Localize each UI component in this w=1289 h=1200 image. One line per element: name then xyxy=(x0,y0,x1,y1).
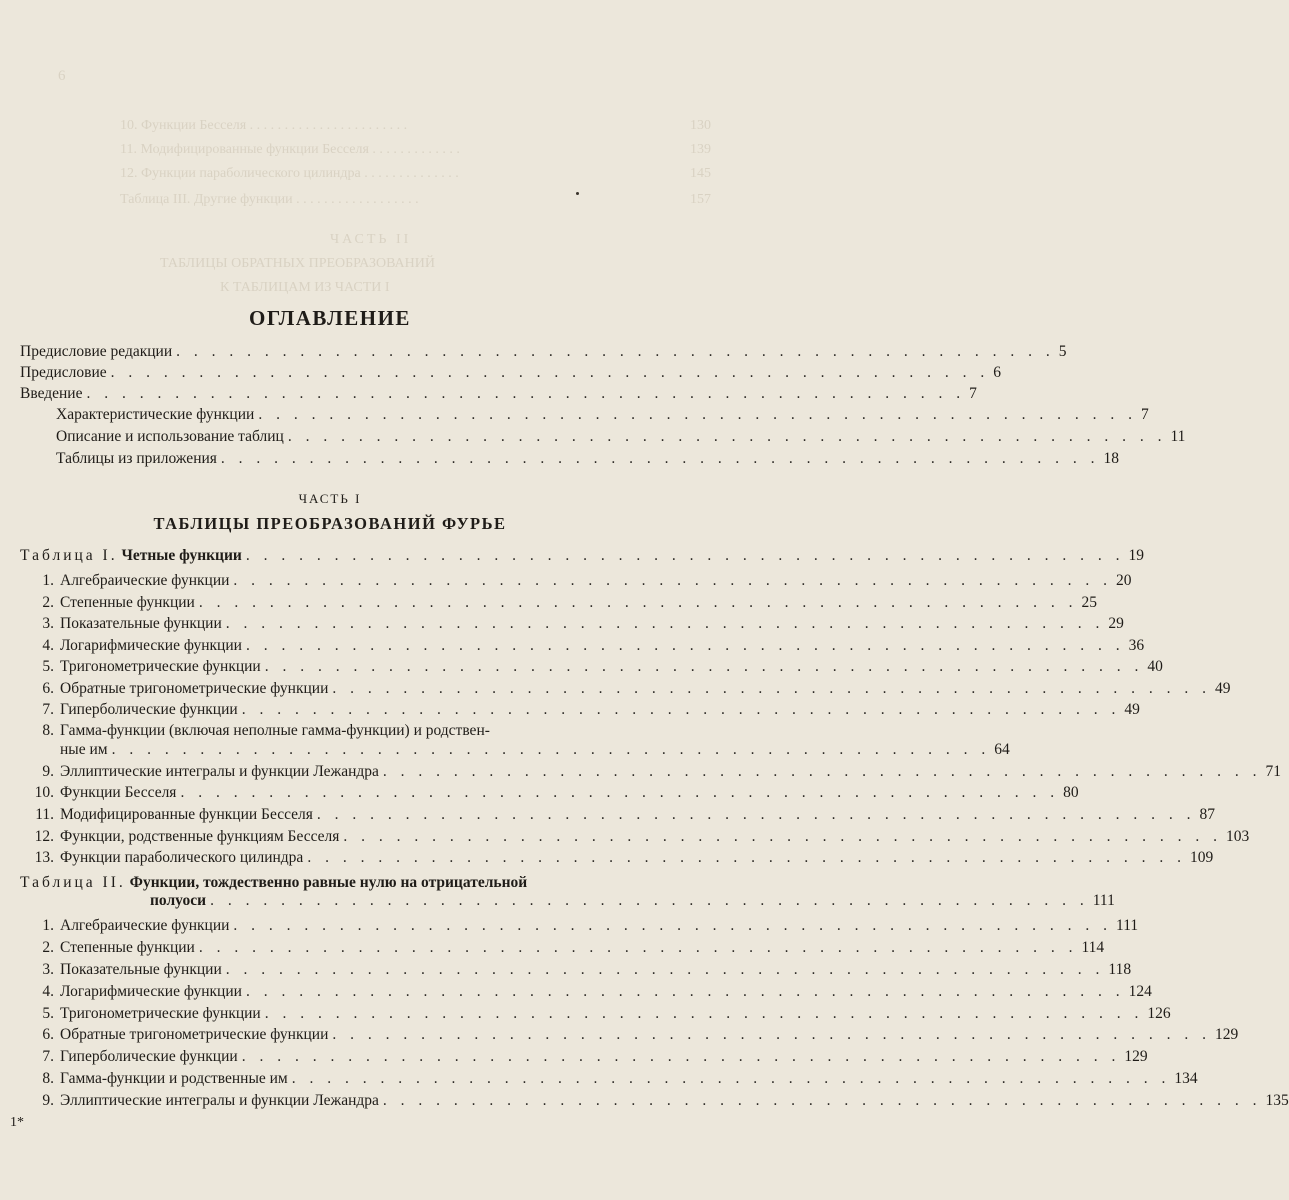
toc-entry-t2-item[interactable] xyxy=(32,1004,1171,1024)
toc-entry-label: Эллиптические интегралы и функции Лежандра xyxy=(60,763,379,780)
toc-entry-page: 80 xyxy=(1063,784,1079,801)
toc-entry-t2-item[interactable] xyxy=(32,1069,1198,1089)
leader-dots: . . . . . . . . . . . . . . . . . . . . . . . . . . . . . . . . . . . . . . . . . . . . . . . . . . xyxy=(225,615,1105,632)
toc-entry-label: Гиперболические функции xyxy=(60,1048,238,1065)
toc-entry-preface-editorial[interactable] xyxy=(20,342,1067,362)
leader-dots: . . . . . . . . . . . . . . . . . . . . . . . . . . . . . . . . . . . . . . . . . . . . . . . . . . xyxy=(198,939,1078,956)
item-number: 1. xyxy=(42,572,54,589)
toc-entry-label: Таблицы из приложения xyxy=(56,450,217,467)
toc-entry-page: 7 xyxy=(1140,406,1149,423)
toc-entry-page: 6 xyxy=(993,364,1002,381)
toc-entry-description-of-tables[interactable] xyxy=(56,427,1186,447)
toc-entry-page: 18 xyxy=(1103,450,1120,467)
toc-entry-page: 40 xyxy=(1147,658,1163,675)
toc-entry-label: Предисловие xyxy=(20,364,107,381)
toc-entry-label: Обратные тригонометрические функции xyxy=(60,1026,329,1043)
item-number: 8. xyxy=(42,1070,54,1087)
bleed-through-text: 6 10. Функции Бесселя . . . . . . . . . . . . . . . . . . . . . . . 11. Модифицированные функции Бесселя . . . . . . . . . . . . . 12. Функции параболического цилиндра . . . . . . . . . . . . . . Таблица III. Другие функции . . . . . . . . . . . . . . . . . . ЧАСТЬ II ТАБЛИЦЫ ОБРАТНЫХ ПРЕОБРАЗОВАНИЙ К ТАБЛИЦАМ ИЗ ЧАСТИ I 130 139 145 157 xyxy=(58,68,711,295)
toc-entry-page: 29 xyxy=(1108,615,1124,632)
toc-entry-label: Тригонометрические функции xyxy=(60,1005,261,1022)
leader-dots: . . . . . . . . . . . . . . . . . . . . . . . . . . . . . . . . . . . . . . . . . . . . . . . . . . xyxy=(332,680,1211,697)
toc-entry-t1-item[interactable] xyxy=(32,848,1214,868)
item-number: 2. xyxy=(42,939,54,956)
toc-entry-page: 71 xyxy=(1265,763,1282,780)
item-number: 6. xyxy=(42,1026,54,1043)
toc-entry-label: Гамма-функции и родственные им xyxy=(60,1070,288,1087)
item-number: 5. xyxy=(42,1005,54,1022)
toc-entry-page: 124 xyxy=(1128,983,1152,1000)
item-number: 3. xyxy=(42,961,54,978)
item-number: 7. xyxy=(42,701,54,718)
toc-entry-page: 20 xyxy=(1116,572,1132,589)
item-number: 13. xyxy=(34,849,54,866)
toc-entry-t1-item[interactable] xyxy=(32,700,1140,720)
leader-dots: . . . . . . . . . . . . . . . . . . . . . . . . . . . . . . . . . . . . . . . . . . . . . . . . . . xyxy=(287,428,1167,445)
toc-entry-label: Модифицированные функции Бесселя xyxy=(60,806,313,823)
leader-dots: . . . . . . . . . . . . . . . . . . . . . . . . . . . . . . . . . . . . . . . . . . . . . . . . . . xyxy=(220,450,1100,467)
toc-entry-t2-item[interactable] xyxy=(32,1091,1289,1111)
toc-entry-page: 135 xyxy=(1265,1092,1289,1109)
toc-entry-label: Показательные функции xyxy=(60,615,222,632)
leader-dots: . . . . . . . . . . . . . . . . . . . . . . . . . . . . . . . . . . . . . . . . . . . . . . . . . . xyxy=(343,828,1223,845)
toc-entry-page: 36 xyxy=(1128,637,1145,654)
leader-dots: . . . . . . . . . . . . . . . . . . . . . . . . . . . . . . . . . . . . . . . . . . . . . . . . . . xyxy=(245,637,1125,654)
toc-entry-label: ные им xyxy=(60,741,108,758)
leader-dots: . . . . . . . . . . . . . . . . . . . . . . . . . . . . . . . . . . . . . . . . . . . . . . . . . . xyxy=(264,1005,1144,1022)
toc-entry-t1-item[interactable] xyxy=(32,614,1124,634)
leader-dots: . . . . . . . . . . . . . . . . . . . . . . . . . . . . . . . . . . . . . . . . . . . . . . . . . . xyxy=(210,892,1089,909)
toc-entry-page: 11 xyxy=(1170,428,1186,445)
item-number: 12. xyxy=(34,828,54,845)
toc-entry-page: 49 xyxy=(1124,701,1140,718)
table-prefix: Таблица II. xyxy=(20,874,126,891)
toc-entry-preface[interactable] xyxy=(20,363,1002,383)
toc-entry-t2-item[interactable] xyxy=(32,982,1152,1002)
toc-entry-page: 109 xyxy=(1189,849,1214,866)
leader-dots: . . . . . . . . . . . . . . . . . . . . . . . . . . . . . . . . . . . . . . . . . . . . . . . . . . xyxy=(86,385,966,402)
toc-entry-label: Алгебраические функции xyxy=(60,572,230,589)
toc-entry-page: 49 xyxy=(1214,680,1231,697)
toc-entry-table-2-continuation[interactable] xyxy=(150,891,1115,911)
leader-dots: . . . . . . . . . . . . . . . . . . . . . . . . . . . . . . . . . . . . . . . . . . . . . . . . . . xyxy=(245,983,1125,1000)
item-number: 4. xyxy=(42,983,54,1000)
leader-dots: . . . . . . . . . . . . . . . . . . . . . . . . . . . . . . . . . . . . . . . . . . . . . . . . . . xyxy=(241,1048,1121,1065)
toc-entry-t2-item[interactable] xyxy=(32,1047,1148,1067)
toc-entry-t2-item[interactable] xyxy=(32,960,1132,980)
leader-dots: . . . . . . . . . . . . . . . . . . . . . . . . . . . . . . . . . . . . . . . . . . . . . . . . . . xyxy=(233,917,1113,934)
item-number: 9. xyxy=(42,1092,54,1109)
toc-entry-t1-item[interactable] xyxy=(32,679,1231,699)
item-number: 8. xyxy=(42,722,54,739)
toc-entry-label: Обратные тригонометрические функции xyxy=(60,680,329,697)
toc-entry-page: 7 xyxy=(969,385,977,402)
toc-entry-page: 87 xyxy=(1199,806,1216,823)
toc-entry-label: Характеристические функции xyxy=(56,406,255,423)
leader-dots: . . . . . . . . . . . . . . . . . . . . . . . . . . . . . . . . . . . . . . . . . . . . . . . . . . xyxy=(241,701,1121,718)
leader-dots: . . . . . . . . . . . . . . . . . . . . . . . . . . . . . . . . . . . . . . . . . . . . . . . . . . xyxy=(332,1026,1211,1043)
toc-entry-table-2[interactable] xyxy=(20,873,527,893)
part-label: ЧАСТЬ I xyxy=(298,491,362,506)
toc-entry-label: Функции, родственные функциям Бесселя xyxy=(60,828,340,845)
table-title: Функции, тождественно равные нулю на отрицательной xyxy=(129,874,528,891)
leader-dots: . . . . . . . . . . . . . . . . . . . . . . . . . . . . . . . . . . . . . . . . . . . . . . . . . . xyxy=(382,763,1262,780)
toc-entry-introduction[interactable] xyxy=(20,384,977,404)
toc-entry-page: 126 xyxy=(1147,1005,1171,1022)
toc-entry-t2-item[interactable] xyxy=(32,916,1139,936)
toc-entry-page: 19 xyxy=(1128,547,1144,564)
toc-entry-page: 118 xyxy=(1108,961,1132,978)
toc-entry-page: 5 xyxy=(1058,343,1067,360)
toc-entry-page: 114 xyxy=(1081,939,1105,956)
toc-entry-t1-item[interactable] xyxy=(32,762,1282,782)
toc-entry-label: Введение xyxy=(20,385,83,402)
part-title: ТАБЛИЦЫ ПРЕОБРАЗОВАНИЙ ФУРЬЕ xyxy=(153,514,507,533)
toc-entry-t1-item[interactable] xyxy=(32,593,1097,613)
leader-dots: . . . . . . . . . . . . . . . . . . . . . . . . . . . . . . . . . . . . . . . . . . . . . . . . . . xyxy=(176,343,1055,360)
toc-entry-label: Логарифмические функции xyxy=(60,637,242,654)
leader-dots: . . . . . . . . . . . . . . . . . . . . . . . . . . . . . . . . . . . . . . . . . . . . . . . . . . xyxy=(198,594,1078,611)
toc-entry-label: Эллиптические интегралы и функции Лежандра xyxy=(60,1092,379,1109)
leader-dots: . . . . . . . . . . . . . . . . . . . . . . . . . . . . . . . . . . . . . . . . . . . . . . . . . . xyxy=(316,806,1196,823)
toc-entry-page: 111 xyxy=(1116,917,1139,934)
toc-entry-t1-item-continuation[interactable] xyxy=(60,740,1010,760)
toc-entry-t1-item[interactable] xyxy=(32,783,1079,803)
toc-entry-label: Показательные функции xyxy=(60,961,222,978)
toc-entry-label: Тригонометрические функции xyxy=(60,658,261,675)
toc-entry-appendix-tables[interactable] xyxy=(56,449,1120,469)
toc-entry-t1-item[interactable] xyxy=(32,571,1132,591)
toc-entry-page: 129 xyxy=(1214,1026,1239,1043)
leader-dots: . . . . . . . . . . . . . . . . . . . . . . . . . . . . . . . . . . . . . . . . . . . . . . . . . . xyxy=(258,406,1137,423)
toc-entry-t2-item[interactable] xyxy=(32,1025,1239,1045)
leader-dots: . . . . . . . . . . . . . . . . . . . . . . . . . . . . . . . . . . . . . . . . . . . . . . . . . . xyxy=(245,547,1125,564)
leader-dots: . . . . . . . . . . . . . . . . . . . . . . . . . . . . . . . . . . . . . . . . . . . . . . . . . . xyxy=(291,1070,1171,1087)
toc-entry-label: Алгебраические функции xyxy=(60,917,230,934)
toc-entry-table-1[interactable] xyxy=(20,546,1144,566)
toc-entry-label: Степенные функции xyxy=(60,594,195,611)
toc-entry-t1-item-wrapped[interactable] xyxy=(32,721,490,741)
toc-entry-page: 103 xyxy=(1226,828,1250,845)
item-number: 10. xyxy=(34,784,54,801)
leader-dots: . . . . . . . . . . . . . . . . . . . . . . . . . . . . . . . . . . . . . . . . . . . . . . . . . . xyxy=(382,1092,1262,1109)
toc-entry-label: Функции Бесселя xyxy=(60,784,177,801)
toc-entry-characteristic-functions[interactable] xyxy=(56,405,1149,425)
item-number: 7. xyxy=(42,1048,54,1065)
print-speck xyxy=(576,192,579,195)
toc-entry-t1-item[interactable] xyxy=(32,657,1163,677)
table-title: полуоси xyxy=(150,892,207,909)
item-number: 6. xyxy=(42,680,54,697)
toc-entry-label: Гамма-функции (включая неполные гамма-функции) и родствен- xyxy=(60,722,490,739)
leader-dots: . . . . . . . . . . . . . . . . . . . . . . . . . . . . . . . . . . . . . . . . . . . . . . . . . . xyxy=(264,658,1144,675)
toc-entry-page: 134 xyxy=(1174,1070,1198,1087)
item-number: 2. xyxy=(42,594,54,611)
toc-entry-page: 111 xyxy=(1092,892,1115,909)
item-number: 4. xyxy=(42,637,54,654)
leader-dots: . . . . . . . . . . . . . . . . . . . . . . . . . . . . . . . . . . . . . . . . . . . . . . . . . . xyxy=(111,741,991,758)
leader-dots: . . . . . . . . . . . . . . . . . . . . . . . . . . . . . . . . . . . . . . . . . . . . . . . . . . xyxy=(233,572,1113,589)
page-title: ОГЛАВЛЕНИЕ xyxy=(249,306,411,330)
table-title: Четные функции xyxy=(121,547,242,564)
toc-entry-label: Гиперболические функции xyxy=(60,701,238,718)
item-number: 9. xyxy=(42,763,54,780)
item-number: 1. xyxy=(42,917,54,934)
toc-entry-label: Функции параболического цилиндра xyxy=(60,849,304,866)
toc-entry-page: 64 xyxy=(994,741,1010,758)
toc-entry-t1-item[interactable] xyxy=(32,636,1145,656)
item-number: 3. xyxy=(42,615,54,632)
leader-dots: . . . . . . . . . . . . . . . . . . . . . . . . . . . . . . . . . . . . . . . . . . . . . . . . . . xyxy=(180,784,1060,801)
item-number: 5. xyxy=(42,658,54,675)
toc-entry-page: 25 xyxy=(1081,594,1097,611)
item-number: 11. xyxy=(35,806,54,823)
toc-entry-label: Степенные функции xyxy=(60,939,195,956)
leader-dots: . . . . . . . . . . . . . . . . . . . . . . . . . . . . . . . . . . . . . . . . . . . . . . . . . . xyxy=(110,364,990,381)
leader-dots: . . . . . . . . . . . . . . . . . . . . . . . . . . . . . . . . . . . . . . . . . . . . . . . . . . xyxy=(225,961,1105,978)
leader-dots: . . . . . . . . . . . . . . . . . . . . . . . . . . . . . . . . . . . . . . . . . . . . . . . . . . xyxy=(307,849,1186,866)
toc-entry-t1-item[interactable] xyxy=(32,827,1250,847)
signature-mark: 1* xyxy=(10,1115,24,1130)
toc-entry-t1-item[interactable] xyxy=(32,805,1216,825)
toc-entry-page: 129 xyxy=(1124,1048,1148,1065)
toc-entry-label: Описание и использование таблиц xyxy=(56,428,284,445)
toc-entry-label: Логарифмические функции xyxy=(60,983,242,1000)
table-prefix: Таблица I. xyxy=(20,547,118,564)
toc-entry-label: Предисловие редакции xyxy=(20,343,173,360)
toc-entry-t2-item[interactable] xyxy=(32,938,1105,958)
